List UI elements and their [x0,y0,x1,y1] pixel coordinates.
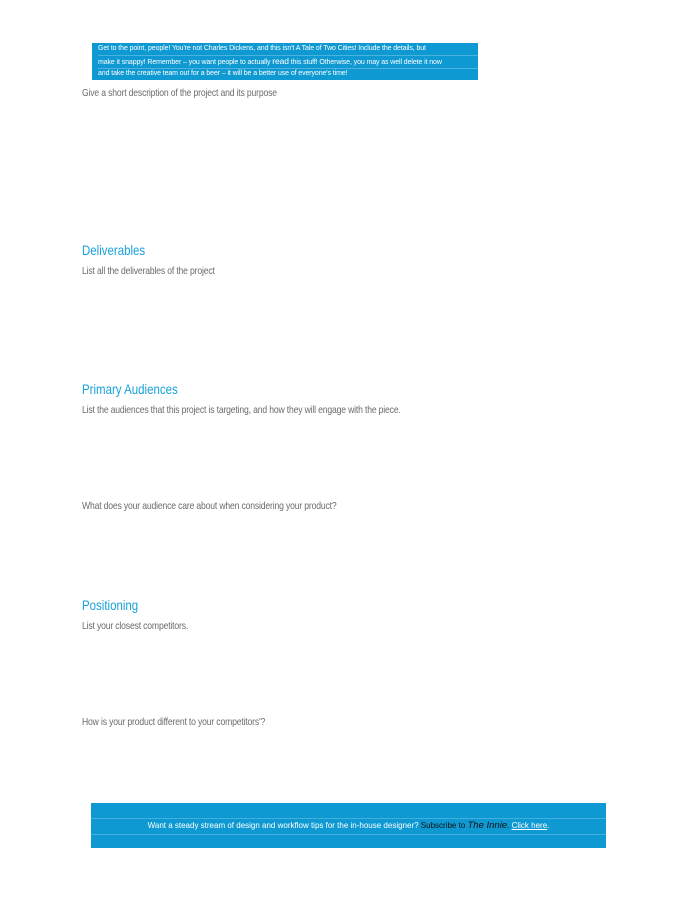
footer-brand: The Innie [467,820,508,831]
banner-line-2-end: this stuff! Otherwise, you may as well delete it now [288,58,442,66]
subscribe-footer [91,803,606,848]
footer-stripe [91,818,606,819]
tip-banner [92,43,478,80]
footer-end: . [547,821,550,830]
footer-lead: Want a steady stream of design and workflow tips for the in-house designer? [147,821,421,830]
footer-subscribe: Subscribe to [420,821,468,830]
footer-stripe [91,834,606,835]
banner-line-2 [98,56,478,70]
audience-care-prompt: What does your audience care about when considering your product? [82,500,337,512]
banner-line-1: Get to the point, people! You're not Charles Dickens, and this isn't A Tale of Two Cities! Include the details, but [98,44,478,56]
deliverables-heading: Deliverables [82,242,146,258]
deliverables-prompt: List all the deliverables of the project [82,265,215,277]
difference-prompt: How is your product different to your competitors'? [82,716,266,728]
description-prompt: Give a short description of the project and its purpose [82,87,277,99]
click-here-link[interactable]: Click here [511,821,548,830]
banner-line-2-start: make it snappy! Remember – you want people to actually [98,58,273,66]
audiences-prompt: List the audiences that this project is targeting, and how they will engage with the piece. [82,404,401,416]
banner-emphasis: read [272,55,289,66]
footer-text [91,820,606,831]
competitors-prompt: List your closest competitors. [82,620,189,632]
footer-punct: . [507,821,512,830]
positioning-heading: Positioning [82,597,139,613]
banner-line-3: and take the creative team out for a beer – it will be a better use of everyone's time! [98,70,348,77]
audiences-heading: Primary Audiences [82,381,178,397]
